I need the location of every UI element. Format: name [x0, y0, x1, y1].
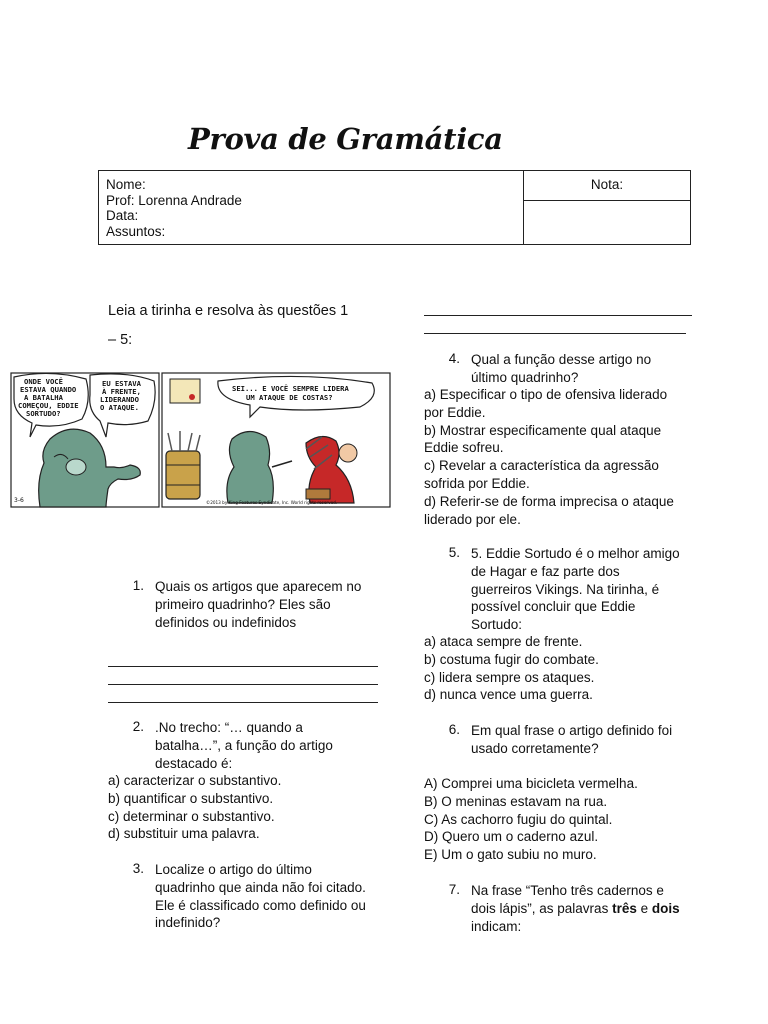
- grade-label: Nota:: [524, 171, 690, 201]
- header-table: [98, 170, 691, 245]
- question-7-number: 7.: [448, 882, 460, 897]
- date-field-label: Data:: [106, 208, 139, 224]
- name-field-label: Nome:: [106, 177, 146, 192]
- question-5-option-c: c) lidera sempre os ataques.: [424, 669, 595, 685]
- question-1-line-1: Quais os artigos que aparecem no: [155, 579, 362, 594]
- question-1-line-2: primeiro quadrinho? Eles são: [155, 596, 331, 612]
- teacher-field: Prof: Lorenna Andrade: [106, 192, 242, 208]
- question-7-line-1: Na frase “Tenho três cadernos e: [471, 883, 664, 898]
- svg-text:EU ESTAVA À FRENTE,: [100, 379, 145, 412]
- answer-line[interactable]: [108, 667, 378, 685]
- page-title: Prova de Gramática: [188, 122, 503, 156]
- question-2-line-3: destacado é:: [155, 755, 233, 771]
- comic-strip: [10, 371, 391, 509]
- question-6-line-2: usado corretamente?: [471, 740, 599, 756]
- question-5-line-1: 5. Eddie Sortudo é o melhor amigo: [471, 546, 680, 561]
- question-5-option-b: b) costuma fugir do combate.: [424, 651, 599, 667]
- question-5-line-3: guerreiros Vikings. Na tirinha, é: [471, 581, 660, 597]
- comic-copyright: ©2013 by King Features Syndicate, Inc. World rights reserved.: [206, 500, 338, 505]
- intro-line-1: Leia a tirinha e resolva às questões 1: [108, 303, 349, 319]
- question-5-line-5: Sortudo:: [471, 617, 523, 633]
- intro-text: [108, 297, 383, 355]
- question-6-option-e: E) Um o gato subiu no muro.: [424, 847, 597, 863]
- question-7-line-2-start: dois lápis”, as palavras: [471, 900, 613, 916]
- question-4-number: 4.: [448, 351, 460, 366]
- question-2-number: 2.: [132, 719, 144, 734]
- question-2-line-2: batalha…”, a função do artigo: [155, 737, 333, 753]
- question-4-line-1: Qual a função desse artigo no: [471, 352, 652, 367]
- question-3-number: 3.: [132, 861, 144, 876]
- question-6-line-1: Em qual frase o artigo definido foi: [471, 723, 673, 738]
- balloon3-line-2: UM ATAQUE DE COSTAS?: [246, 393, 333, 402]
- question-3-line-1: Localize o artigo do último: [155, 862, 312, 877]
- question-3-line-2: quadrinho que ainda não foi citado.: [155, 879, 366, 895]
- question-6-option-b: B) O meninas estavam na rua.: [424, 793, 608, 809]
- question-2-option-d: d) substituir uma palavra.: [108, 826, 260, 842]
- question-3-line-3: Ele é classificado como definido ou: [155, 897, 366, 913]
- balloon2-line-2: À FRENTE,: [102, 387, 141, 396]
- comic-date: 3-6: [14, 497, 24, 504]
- balloon3-line-1: SEI... E VOCÊ SEMPRE LIDERA: [232, 384, 349, 393]
- question-5-option-d: d) nunca vence uma guerra.: [424, 687, 593, 703]
- question-1-answer-lines: [108, 649, 378, 703]
- question-7-keyword-dois: dois: [651, 900, 680, 916]
- question-6-option-a: A) Comprei uma bicicleta vermelha.: [424, 776, 638, 791]
- answer-line[interactable]: [424, 298, 692, 316]
- question-4-option-c: c) Revelar a característica da agressão: [424, 458, 659, 474]
- question-6-number: 6.: [448, 722, 460, 737]
- comic-panel-2: [162, 373, 390, 507]
- question-1-line-3: definidos ou indefinidos: [155, 614, 297, 630]
- question-2-option-c: c) determinar o substantivo.: [108, 808, 275, 824]
- continued-answer-lines: [424, 298, 692, 334]
- balloon1-line-1: ONDE VOCÊ: [24, 377, 63, 386]
- question-4-option-b-cont: Eddie sofreu.: [424, 440, 504, 456]
- balloon2-line-3: LIDERANDO: [100, 395, 139, 404]
- answer-line[interactable]: [108, 649, 378, 667]
- subjects-field-label: Assuntos:: [106, 223, 166, 239]
- balloon2-line-4: O ATAQUE.: [100, 403, 139, 412]
- question-4-option-a-cont: por Eddie.: [424, 404, 486, 420]
- question-6-option-d: D) Quero um o caderno azul.: [424, 829, 599, 845]
- question-4-option-b: b) Mostrar especificamente qual ataque: [424, 422, 662, 438]
- balloon1-line-5: SORTUDO?: [26, 409, 61, 418]
- question-2-option-b: b) quantificar o substantivo.: [108, 790, 274, 806]
- question-5-option-a: a) ataca sempre de frente.: [424, 634, 583, 649]
- question-7-line-3: indicam:: [471, 918, 522, 934]
- question-7-connector: e: [636, 900, 652, 916]
- answer-line[interactable]: [108, 685, 378, 703]
- question-2-line-1: .No trecho: “… quando a: [155, 720, 303, 735]
- question-7-keyword-tres: três: [612, 900, 637, 916]
- balloon1-line-4: COMEÇOU, EDDIE: [18, 401, 79, 410]
- question-4-option-d: d) Referir-se de forma imprecisa o ataque: [424, 493, 674, 509]
- question-5-number: 5.: [448, 545, 460, 560]
- question-4-option-a: a) Especificar o tipo de ofensiva liderado: [424, 387, 668, 402]
- question-3-line-4: indefinido?: [155, 915, 221, 931]
- balloon1-line-2: ESTAVA QUANDO: [20, 385, 77, 394]
- question-4-line-2: último quadrinho?: [471, 369, 579, 385]
- question-4-option-c-cont: sofrida por Eddie.: [424, 475, 530, 491]
- question-1-number: 1.: [132, 578, 144, 593]
- answer-line[interactable]: [424, 316, 686, 334]
- balloon1-line-3: A BATALHA: [24, 393, 63, 402]
- question-7-line-2: [471, 900, 696, 918]
- balloon2-line-1: EU ESTAVA: [102, 379, 141, 388]
- question-2-option-a: a) caracterizar o substantivo.: [108, 773, 282, 788]
- question-6-option-c: C) As cachorro fugiu do quintal.: [424, 811, 613, 827]
- intro-line-2: – 5:: [108, 332, 133, 348]
- header-fields: [99, 171, 524, 244]
- comic-panel-1: [11, 373, 159, 507]
- question-5-line-2: de Hagar e faz parte dos: [471, 563, 620, 579]
- question-4-option-d-cont: liderado por ele.: [424, 511, 521, 527]
- question-5-line-4: possível concluir que Eddie: [471, 599, 636, 615]
